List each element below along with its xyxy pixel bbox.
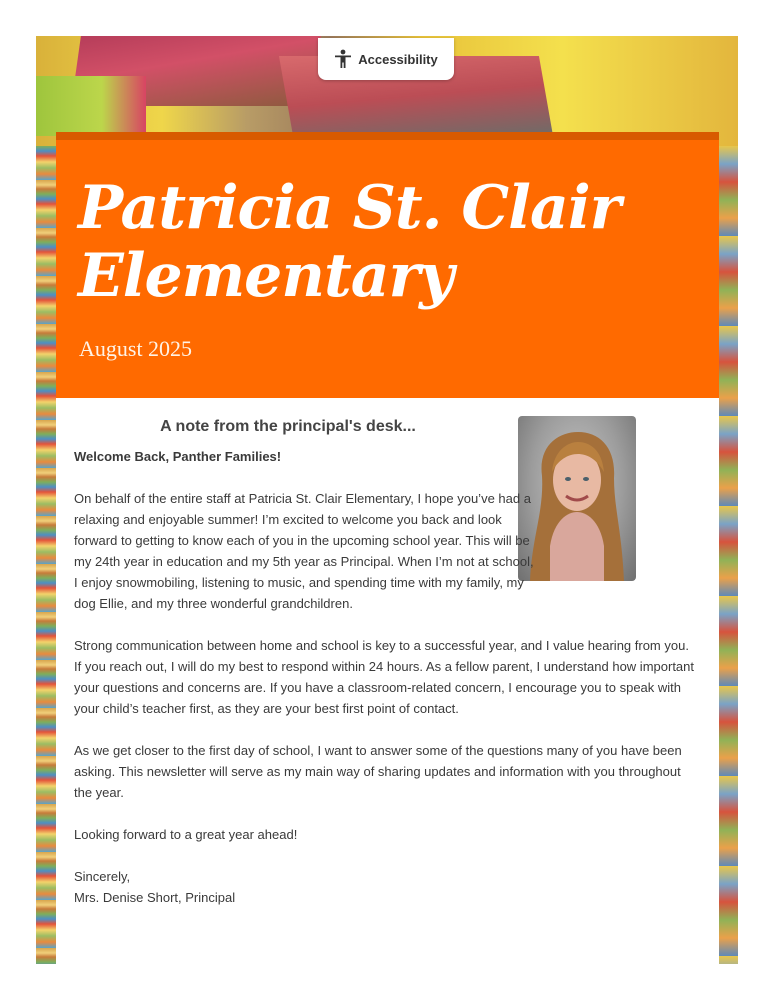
note-paragraph: On behalf of the entire staff at Patricia St. Clair Elementary, I hope you’ve had a relaxing and enjoyable summer! I’m excited to welcome you back and look forward to getting to know each of you in the upcoming school year. This will be my 24th year in education and my 5th year as Principal. When I’m not at school, I enjoy snowmobiling, listening to music, and spending time with my family, my dog Ellie, and my three wonderful grandchildren. (74, 491, 534, 611)
book-decoration (36, 76, 146, 136)
note-paragraph: Strong communication between home and school is key to a successful year, and I value hearing from you. If you reach out, I will do my best to respond within 24 hours. As a fellow parent, I understand how important your questions and concerns are. If you have a classroom-related concern, I encourage you to speak with your child’s teacher first, as they are your best first point of contact. (74, 638, 695, 716)
school-title (78, 174, 708, 310)
accessibility-button[interactable] (318, 38, 454, 80)
note-paragraph: As we get closer to the first day of school, I want to answer some of the questions many of you have been asking. This newsletter will serve as my main way of sharing updates and information with you throughout the year. (74, 743, 682, 800)
note-paragraph: Looking forward to a great year ahead! (74, 827, 298, 842)
note-signature: Mrs. Denise Short, Principal (74, 890, 236, 905)
principal-note-section (56, 398, 719, 964)
accessibility-label: Accessibility (358, 51, 438, 67)
book-decoration (718, 146, 738, 964)
newsletter-date: August 2025 (79, 336, 193, 361)
note-heading: A note from the principal's desk... (160, 418, 416, 435)
school-title-line1: Patricia St. Clair (78, 173, 621, 243)
newsletter-header (56, 132, 719, 398)
note-body (74, 446, 694, 908)
note-closing: Sincerely, (74, 869, 131, 884)
accessibility-person-icon (334, 49, 352, 69)
note-greeting: Welcome Back, Panther Families! (74, 449, 282, 464)
school-title-line2: Elementary (78, 241, 454, 311)
photo-spacer (534, 488, 694, 624)
